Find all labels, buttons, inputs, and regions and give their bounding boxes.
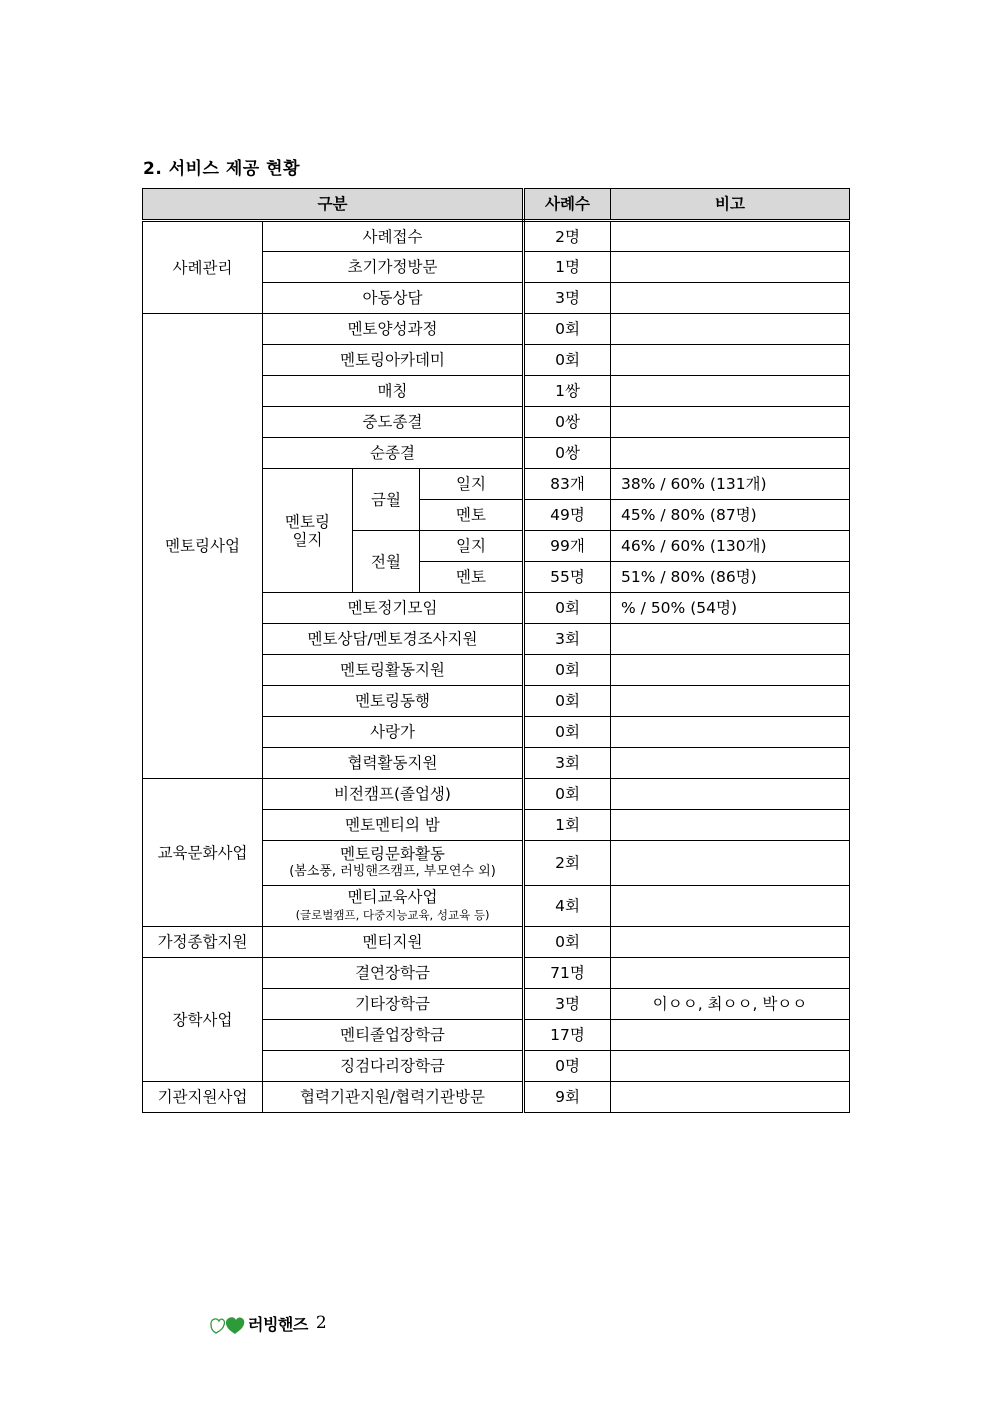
note-cell	[611, 1082, 850, 1113]
count-cell: 0회	[524, 686, 611, 717]
item-cell: 초기가정방문	[263, 252, 524, 283]
count-cell: 2명	[524, 221, 611, 252]
note-cell	[611, 686, 850, 717]
count-cell: 0명	[524, 1051, 611, 1082]
category-case: 사례관리	[143, 221, 263, 314]
item-cell: 멘토멘티의 밤	[263, 810, 524, 841]
note-cell	[611, 655, 850, 686]
item-sub: (봄소풍, 러빙핸즈캠프, 부모연수 외)	[289, 864, 496, 879]
item-cell: 아동상담	[263, 283, 524, 314]
item-cell: 멘토링아카데미	[263, 345, 524, 376]
item-cell: 협력활동지원	[263, 748, 524, 779]
item-cell: 멘토양성과정	[263, 314, 524, 345]
sub-item-cell: 멘토	[420, 500, 524, 531]
note-cell	[611, 283, 850, 314]
item-cell: 순종결	[263, 438, 524, 469]
item-cell	[263, 841, 524, 886]
table-row	[143, 314, 850, 345]
note-cell	[611, 958, 850, 989]
filled-heart-icon	[226, 1317, 244, 1334]
count-cell: 0회	[524, 655, 611, 686]
count-cell: 1명	[524, 252, 611, 283]
footer	[208, 1310, 327, 1336]
note-cell	[611, 438, 850, 469]
note-cell	[611, 886, 850, 927]
header-category: 구분	[143, 189, 524, 221]
count-cell: 3회	[524, 748, 611, 779]
table-row	[143, 779, 850, 810]
section-title: 2. 서비스 제공 현황	[143, 159, 300, 179]
note-cell: % / 50% (54명)	[611, 593, 850, 624]
service-status-table	[142, 188, 850, 1113]
count-cell: 3명	[524, 283, 611, 314]
item-cell: 기타장학금	[263, 989, 524, 1020]
note-cell	[611, 252, 850, 283]
count-cell: 1회	[524, 810, 611, 841]
category-family: 가정종합지원	[143, 927, 263, 958]
item-cell: 사례접수	[263, 221, 524, 252]
note-cell	[611, 841, 850, 886]
note-cell	[611, 314, 850, 345]
item-cell: 멘토링활동지원	[263, 655, 524, 686]
outline-heart-icon	[211, 1319, 225, 1333]
item-cell: 매칭	[263, 376, 524, 407]
item-cell: 결연장학금	[263, 958, 524, 989]
note-cell	[611, 717, 850, 748]
table-row	[143, 221, 850, 252]
item-main: 멘토링문화활동	[340, 845, 445, 863]
item-main: 멘티교육사업	[347, 888, 438, 906]
count-cell: 0회	[524, 314, 611, 345]
note-cell	[611, 1051, 850, 1082]
item-cell: 멘티졸업장학금	[263, 1020, 524, 1051]
note-cell	[611, 1020, 850, 1051]
table-row	[143, 1082, 850, 1113]
note-cell: 46% / 60% (130개)	[611, 531, 850, 562]
item-cell: 중도종결	[263, 407, 524, 438]
header-row	[143, 189, 850, 221]
note-cell	[611, 748, 850, 779]
journal-label-line1: 멘토링	[285, 512, 330, 531]
header-note: 비고	[611, 189, 850, 221]
note-cell	[611, 376, 850, 407]
count-cell: 3회	[524, 624, 611, 655]
item-cell: 멘토정기모임	[263, 593, 524, 624]
note-cell	[611, 624, 850, 655]
sub-item-cell: 일지	[420, 469, 524, 500]
count-cell: 0회	[524, 927, 611, 958]
item-sub: (글로벌캠프, 다중지능교육, 성교육 등)	[295, 908, 490, 922]
last-month-label: 전월	[353, 531, 420, 593]
count-cell: 17명	[524, 1020, 611, 1051]
count-cell: 0회	[524, 345, 611, 376]
category-scholar: 장학사업	[143, 958, 263, 1082]
count-cell: 71명	[524, 958, 611, 989]
count-cell: 0회	[524, 717, 611, 748]
category-edu: 교육문화사업	[143, 779, 263, 927]
this-month-label: 금월	[353, 469, 420, 531]
note-cell: 이ㅇㅇ, 최ㅇㅇ, 박ㅇㅇ	[611, 989, 850, 1020]
category-mentoring: 멘토링사업	[143, 314, 263, 779]
note-cell	[611, 810, 850, 841]
count-cell: 49명	[524, 500, 611, 531]
category-org: 기관지원사업	[143, 1082, 263, 1113]
count-cell: 0쌍	[524, 407, 611, 438]
count-cell: 55명	[524, 562, 611, 593]
count-cell: 99개	[524, 531, 611, 562]
header-count: 사례수	[524, 189, 611, 221]
note-cell	[611, 221, 850, 252]
sub-item-cell: 일지	[420, 531, 524, 562]
table-row	[143, 927, 850, 958]
page-number: 2	[315, 1313, 327, 1333]
item-cell	[263, 886, 524, 927]
item-cell: 멘티지원	[263, 927, 524, 958]
item-cell: 사랑가	[263, 717, 524, 748]
item-cell: 협력기관지원/협력기관방문	[263, 1082, 524, 1113]
journal-label	[263, 469, 353, 593]
count-cell: 2회	[524, 841, 611, 886]
item-cell: 멘토링동행	[263, 686, 524, 717]
sub-item-cell: 멘토	[420, 562, 524, 593]
count-cell: 0회	[524, 779, 611, 810]
table-row	[143, 958, 850, 989]
note-cell: 51% / 80% (86명)	[611, 562, 850, 593]
count-cell: 3명	[524, 989, 611, 1020]
count-cell: 83개	[524, 469, 611, 500]
footer-logo-text: 러빙핸즈	[248, 1314, 308, 1334]
count-cell: 0회	[524, 593, 611, 624]
note-cell: 38% / 60% (131개)	[611, 469, 850, 500]
count-cell: 1쌍	[524, 376, 611, 407]
journal-label-line2: 일지	[292, 530, 323, 549]
note-cell	[611, 407, 850, 438]
item-cell: 비전캠프(졸업생)	[263, 779, 524, 810]
note-cell: 45% / 80% (87명)	[611, 500, 850, 531]
note-cell	[611, 927, 850, 958]
note-cell	[611, 779, 850, 810]
count-cell: 0쌍	[524, 438, 611, 469]
item-cell: 징검다리장학금	[263, 1051, 524, 1082]
note-cell	[611, 345, 850, 376]
loving-hands-logo-icon	[208, 1311, 246, 1335]
count-cell: 9회	[524, 1082, 611, 1113]
item-cell: 멘토상담/멘토경조사지원	[263, 624, 524, 655]
count-cell: 4회	[524, 886, 611, 927]
